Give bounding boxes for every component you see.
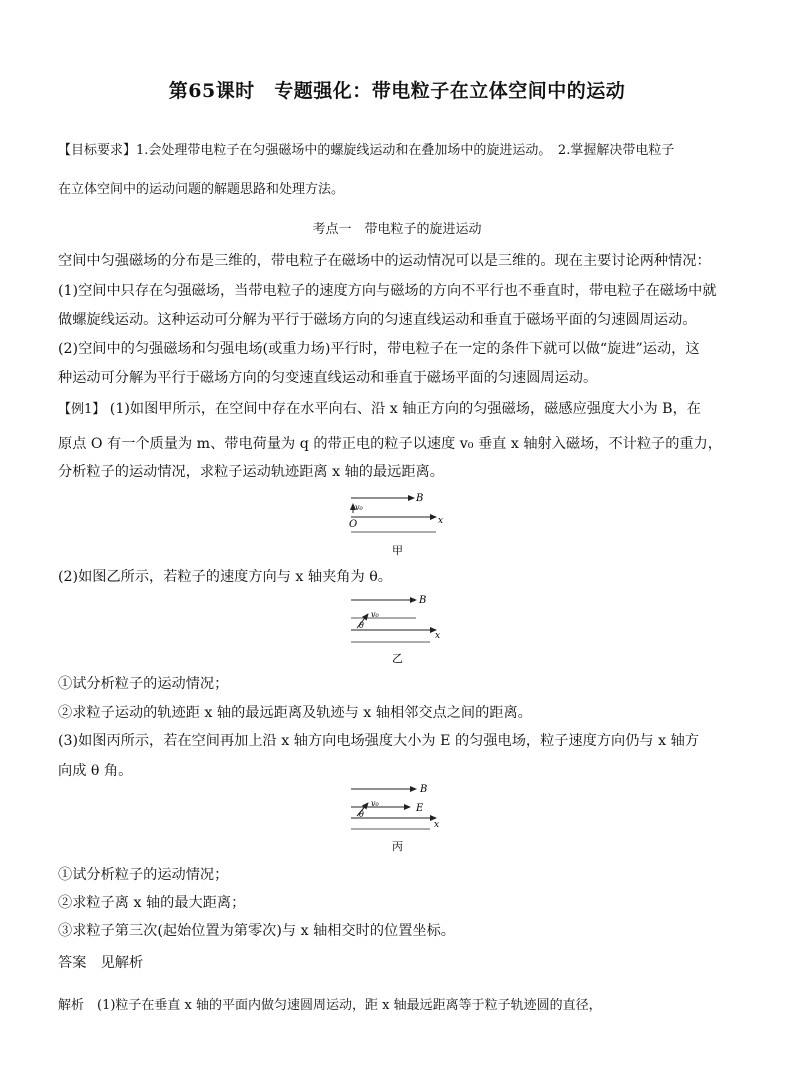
label-v0: v₀ <box>355 503 363 512</box>
figure-caption: 甲 <box>392 544 403 557</box>
section-heading: 考点一 带电粒子的旋进运动 <box>312 222 482 237</box>
intro-paragraph-line: 做螺旋线运动。这种运动可分解为平行于磁场方向的匀速直线运动和垂直于磁场平面的匀速圆周运动。 <box>58 312 697 328</box>
example-part-3-line-2: 向成 θ 角。 <box>58 763 133 779</box>
label-b: B <box>420 784 428 795</box>
answer-line: 答案 见解析 <box>58 955 144 971</box>
example-line-2: 原点 O 有一个质量为 m、带电荷量为 q 的带正电的粒子以速度 v₀ 垂直 x 轴射入磁场，不计粒子的重力， <box>58 436 722 452</box>
label-b: B <box>419 595 427 606</box>
label-theta: θ <box>359 810 364 819</box>
figure-caption: 乙 <box>392 652 403 665</box>
intro-paragraph-line: 种运动可分解为平行于磁场方向的匀变速直线运动和垂直于磁场平面的匀速圆周运动。 <box>58 370 598 386</box>
example-text: (1)如图甲所示，在空间中存在水平向右、沿 x 轴正方向的匀强磁场，磁感应强度大小为 B，在 <box>109 401 701 417</box>
figure-yi <box>340 590 450 665</box>
intro-paragraph-line: 空间中匀强磁场的分布是三维的，带电粒子在磁场中的运动情况可以是三维的。现在主要讨论两种情况： <box>58 253 711 269</box>
question-item: ②求粒子运动的轨迹距 x 轴的最远距离及轨迹与 x 轴相邻交点之间的距离。 <box>58 705 532 721</box>
question-item: ②求粒子离 x 轴的最大距离； <box>58 895 246 911</box>
label-x: x <box>435 631 441 641</box>
example-line-1 <box>58 398 701 418</box>
example-part-3-line-1: (3)如图丙所示，若在空间再加上沿 x 轴方向电场强度大小为 E 的匀强电场，粒子速度方向仍与 x 轴方 <box>58 733 700 749</box>
question-item: ①试分析粒子的运动情况； <box>58 867 229 883</box>
label-b: B <box>416 493 424 504</box>
label-x: x <box>438 516 444 526</box>
label-v0: v₀ <box>371 610 379 619</box>
label-e: E <box>416 803 424 814</box>
figure-caption: 丙 <box>392 840 403 853</box>
intro-paragraph-line: (1)空间中只存在匀强磁场，当带电粒子的速度方向与磁场的方向不平行也不垂直时，带电粒子在磁场中就 <box>58 283 717 299</box>
example-line-3: 分析粒子的运动情况，求粒子运动轨迹距离 x 轴的最远距离。 <box>58 464 444 480</box>
objectives-label: 【目标要求】 <box>58 143 137 158</box>
label-theta: θ <box>359 621 364 630</box>
question-item: ③求粒子第三次(起始位置为第零次)与 x 轴相交时的位置坐标。 <box>58 923 455 939</box>
label-x: x <box>434 820 440 830</box>
question-item: ①试分析粒子的运动情况； <box>58 676 229 692</box>
objectives-line-2: 在立体空间中的运动问题的解题思路和处理方法。 <box>58 182 345 197</box>
objectives-line-1 <box>58 139 674 158</box>
analysis-line: 解析 (1)粒子在垂直 x 轴的平面内做匀速圆周运动，距 x 轴最远距离等于粒子轨迹圆的直径， <box>58 998 602 1013</box>
label-origin: O <box>349 519 358 530</box>
intro-paragraph-line: (2)空间中的匀强磁场和匀强电场(或重力场)平行时，带电粒子在一定的条件下就可以做“旋进”运动，这 <box>58 341 700 357</box>
page-title: 第65课时 专题强化：带电粒子在立体空间中的运动 <box>168 80 626 102</box>
objectives-text-1: 1.会处理带电粒子在匀强磁场中的螺旋线运动和在叠加场中的旋进运动。 2.掌握解决带电粒子 <box>136 143 675 158</box>
label-v0: v₀ <box>371 799 379 808</box>
example-label: 【例1】 <box>58 402 106 417</box>
example-part-2: (2)如图乙所示，若粒子的速度方向与 x 轴夹角为 θ。 <box>58 569 392 585</box>
figure-bing <box>340 780 450 858</box>
figure-jia <box>340 488 450 560</box>
